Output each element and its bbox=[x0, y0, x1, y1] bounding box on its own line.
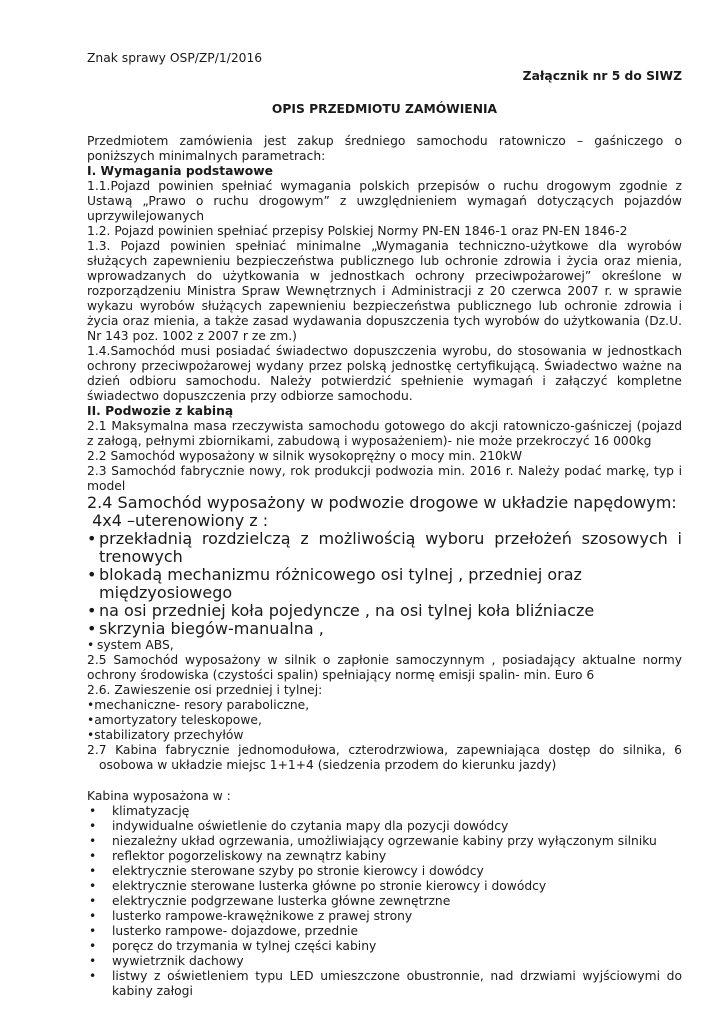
list-item: • przekładnią rozdzielczą z możliwością wyboru przełożeń szosowych i trenowych bbox=[87, 530, 682, 566]
paragraph-2-4-line2: 4x4 –uterenowiony z : bbox=[87, 511, 269, 530]
list-item: • poręcz do trzymania w tylnej części kabiny bbox=[87, 939, 682, 954]
paragraph-1-4: 1.4.Samochód musi posiadać świadectwo dopuszczenia wyrobu, do stosowania w jednostkach ochrony przeciwpożarowej wydany przez polską jednostkę certyfikującą. Świadectwo ważne na dzień odbioru samochodu. Należy potwierdzić spełnienie wymagań i załączyć kompletne świadectwo dopuszczenia przy odbiorze samochodu. bbox=[87, 344, 682, 403]
list-item: • na osi przedniej koła pojedyncze , na osi tylnej koła bliźniacze bbox=[87, 602, 682, 620]
paragraph-1-1: 1.1.Pojazd powinien spełniać wymagania polskich przepisów o ruchu drogowym zgodnie z Ustawą „Prawo o ruchu drogowym” z uwzględnieniem wymagań dotyczących pojazdów uprzywilejowanych bbox=[87, 179, 682, 223]
section-1-heading: I. Wymagania podstawowe bbox=[87, 164, 273, 178]
case-reference: Znak sprawy OSP/ZP/1/2016 bbox=[87, 51, 263, 65]
intro-paragraph: Przedmiotem zamówienia jest zakup średniego samochodu ratowniczo – gaśniczego o poniższych minimalnych parametrach: bbox=[87, 134, 682, 163]
list-item: • wywietrznik dachowy bbox=[87, 954, 682, 969]
section-2-heading: II. Podwozie z kabiną bbox=[87, 404, 234, 418]
document-title: OPIS PRZEDMIOTU ZAMÓWIENIA bbox=[271, 102, 498, 116]
paragraph-2-5: 2.5 Samochód wyposażony w silnik o zapłonie samoczynnym , posiadający aktualne normy ochrony środowiska (czystości spalin) spełniający normę emisji spalin- min. Euro 6 bbox=[87, 653, 682, 682]
list-item: • klimatyzację bbox=[87, 804, 682, 819]
paragraph-2-2: 2.2 Samochód wyposażony w silnik wysokoprężny o mocy min. 210kW bbox=[87, 449, 523, 463]
list-item: • elektrycznie sterowane lusterka główne po stronie kierowcy i dowódcy bbox=[87, 879, 682, 894]
cabin-equipment-list bbox=[87, 804, 682, 999]
list-item: • skrzynia biegów-manualna , bbox=[87, 620, 682, 638]
suspension-item: •stabilizatory przechyłów bbox=[87, 728, 244, 742]
document-page bbox=[87, 51, 682, 999]
list-item: • indywidualne oświetlenie do czytania mapy dla pozycji dowódcy bbox=[87, 819, 682, 834]
paragraph-1-2: 1.2. Pojazd powinien spełniać przepisy Polskiej Normy PN-EN 1846-1 oraz PN-EN 1846-2 bbox=[87, 224, 628, 238]
paragraph-2-3: 2.3 Samochód fabrycznie nowy, rok produkcji podwozia min. 2016 r. Należy podać markę, typ i model bbox=[87, 464, 682, 493]
list-item: • listwy z oświetleniem typu LED umieszczone obustronnie, nad drzwiami wyjściowymi do kabiny załogi bbox=[87, 969, 682, 999]
paragraph-1-3: 1.3. Pojazd powinien spełniać minimalne „Wymagania techniczno-użytkowe dla wyrobów służących zapewnieniu bezpieczeństwa publicznego lub ochronie zdrowia i życia oraz mienia, wprowadzanych do użytkowania w jednostkach ochrony przeciwpożarowej” określone w rozporządzeniu Ministra Spraw Wewnętrznych i Administracji z 20 czerwca 2007 r. w sprawie wykazu wyrobów służących zapewnieniu bezpieczeństwa publicznego lub ochronie zdrowia i życia oraz mienia, a także zasad wydawania dopuszczenia tych wyrobów do użytkowania (Dz.U. Nr 143 poz. 1002 z 2007 r ze zm.) bbox=[87, 239, 682, 343]
paragraph-2-4-line1: 2.4 Samochód wyposażony w podwozie drogowe w układzie napędowym: bbox=[87, 493, 677, 512]
list-item: • blokadą mechanizmu różnicowego osi tylnej , przedniej oraz międzyosiowego bbox=[87, 566, 682, 602]
paragraph-2-6: 2.6. Zawieszenie osi przedniej i tylnej: bbox=[87, 683, 323, 697]
annex-label: Załącznik nr 5 do SIWZ bbox=[522, 69, 682, 83]
list-item: • elektrycznie sterowane szyby po stronie kierowcy i dowódcy bbox=[87, 864, 682, 879]
list-item: • niezależny układ ogrzewania, umożliwiający ogrzewanie kabiny przy wyłączonym silniku bbox=[87, 834, 682, 849]
abs-item bbox=[87, 638, 682, 653]
paragraph-2-1: 2.1 Maksymalna masa rzeczywista samochodu gotowego do akcji ratowniczo-gaśniczej (pojazd z załogą, pełnymi zbiornikami, zabudową i wyposażeniem)- nie może przekroczyć 16 000kg bbox=[87, 419, 682, 448]
list-item: • reflektor pogorzeliskowy na zewnątrz kabiny bbox=[87, 849, 682, 864]
list-item: • lusterko rampowe- dojazdowe, przednie bbox=[87, 924, 682, 939]
suspension-item: •mechaniczne- resory paraboliczne, bbox=[87, 698, 310, 712]
drivetrain-list bbox=[87, 530, 682, 638]
list-item: • elektrycznie podgrzewane lusterka główne zewnętrzne bbox=[87, 894, 682, 909]
bullet-icon: • bbox=[87, 638, 95, 652]
list-item: • lusterko rampowe-krawężnikowe z prawej strony bbox=[87, 909, 682, 924]
cabin-heading: Kabina wyposażona w : bbox=[87, 789, 231, 803]
abs-label: system ABS, bbox=[97, 638, 174, 652]
suspension-item: •amortyzatory teleskopowe, bbox=[87, 713, 262, 727]
paragraph-2-7: 2.7 Kabina fabrycznie jednomodułowa, czterodrzwiowa, zapewniająca dostęp do silnika, 6 osobowa w układzie miejsc 1+1+4 (siedzenia przodem do kierunku jazdy) bbox=[87, 743, 682, 772]
